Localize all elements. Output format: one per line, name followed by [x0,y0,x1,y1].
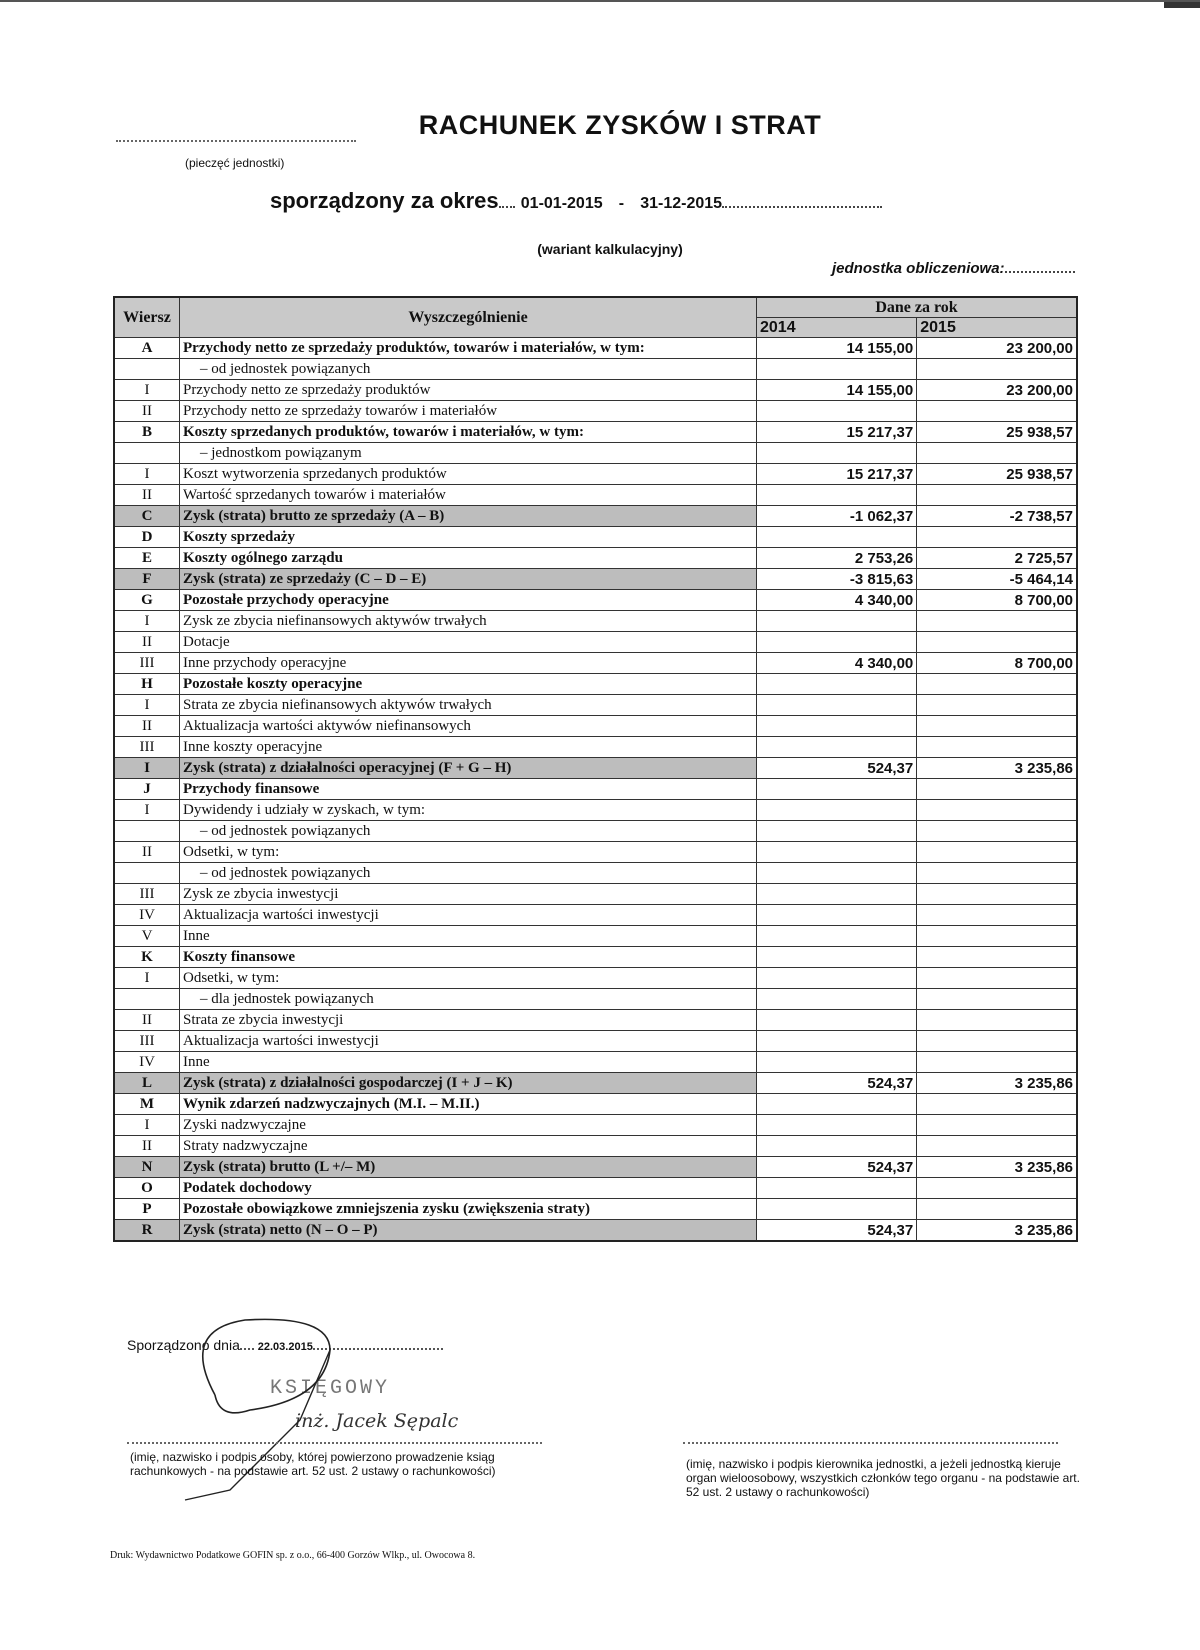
row-description: – dla jednostek powiązanych [180,989,757,1010]
row-description: Koszty ogólnego zarządu [180,548,757,569]
row-code: I [114,758,180,779]
row-code: I [114,611,180,632]
row-description: Dywidendy i udziały w zyskach, w tym: [180,800,757,821]
row-code: R [114,1220,180,1242]
row-code: J [114,779,180,800]
row-value-2014: 524,37 [757,1157,917,1178]
row-description: – od jednostek powiązanych [180,821,757,842]
row-value-2015: 8 700,00 [917,590,1077,611]
row-code: L [114,1073,180,1094]
col-header-data: Dane za rok [757,297,1078,318]
row-description: Dotacje [180,632,757,653]
stamp-label: (pieczęć jednostki) [185,156,285,170]
row-description: Przychody finansowe [180,779,757,800]
row-description: Zysk (strata) brutto (L +/– M) [180,1157,757,1178]
row-description: Pozostałe obowiązkowe zmniejszenia zysku (zwiększenia straty) [180,1199,757,1220]
handwritten-signature: inż. Jacek Sępalc [295,1410,459,1432]
unit-label: jednostka obliczeniowa: [832,260,1005,277]
row-code: A [114,338,180,359]
row-code: I [114,800,180,821]
print-footer: Druk: Wydawnictwo Podatkowe GOFIN sp. z o.o., 66-400 Gorzów Wlkp., ul. Owocowa 8. [110,1550,476,1561]
row-value-2015: 3 235,86 [917,1220,1077,1242]
row-value-2015: 3 235,86 [917,758,1077,779]
row-description: Koszty sprzedaży [180,527,757,548]
row-code: III [114,884,180,905]
row-code: F [114,569,180,590]
row-code: P [114,1199,180,1220]
row-description: Zysk ze zbycia niefinansowych aktywów trwałych [180,611,757,632]
row-code: II [114,1010,180,1031]
row-description: Wynik zdarzeń nadzwyczajnych (M.I. – M.II.) [180,1094,757,1115]
row-description: Zysk (strata) netto (N – O – P) [180,1220,757,1242]
col-header-year-2: 2015 [917,318,1077,338]
row-description: Zysk ze zbycia inwestycji [180,884,757,905]
row-code: I [114,968,180,989]
row-description: Zysk (strata) z działalności operacyjnej (F + G – H) [180,758,757,779]
document-title: RACHUNEK ZYSKÓW I STRAT [418,110,822,140]
row-code: II [114,401,180,422]
row-code: I [114,695,180,716]
row-description: Zysk (strata) brutto ze sprzedaży (A – B) [180,506,757,527]
row-value-2014: 14 155,00 [757,380,917,401]
accountant-caption: (imię, nazwisko i podpis osoby, której powierzono prowadzenie ksiąg rachunkowych - na podstawie art. 52 ust. 2 ustawy o rachunkowości) [130,1450,496,1478]
row-value-2014: -1 062,37 [757,506,917,527]
row-value-2014: 15 217,37 [757,422,917,443]
row-value-2014: 4 340,00 [757,590,917,611]
prepared-label: Sporządzono dnia [127,1337,240,1353]
row-description: Inne koszty operacyjne [180,737,757,758]
row-code: G [114,590,180,611]
row-description: Pozostałe koszty operacyjne [180,674,757,695]
row-description: Wartość sprzedanych towarów i materiałów [180,485,757,506]
variant-label: (wariant kalkulacyjny) [537,241,683,257]
period-to: 31-12-2015 [640,195,723,212]
row-code: III [114,737,180,758]
row-code: III [114,1031,180,1052]
row-code: I [114,1115,180,1136]
row-description: Odsetki, w tym: [180,968,757,989]
row-code: III [114,653,180,674]
row-value-2014: -3 815,63 [757,569,917,590]
row-value-2015: 3 235,86 [917,1073,1077,1094]
row-code: I [114,464,180,485]
row-value-2014: 14 155,00 [757,338,917,359]
row-code: V [114,926,180,947]
row-value-2014: 15 217,37 [757,464,917,485]
row-description: Koszty sprzedanych produktów, towarów i materiałów, w tym: [180,422,757,443]
row-description: Zysk (strata) z działalności gospodarczej (I + J – K) [180,1073,757,1094]
period-from: 01-01-2015 [520,195,603,212]
row-description: Inne [180,1052,757,1073]
col-header-wiersz: Wiersz [114,297,180,338]
row-description: Pozostałe przychody operacyjne [180,590,757,611]
row-description: Aktualizacja wartości aktywów niefinansowych [180,716,757,737]
period-separator: - [618,195,625,212]
row-code: IV [114,905,180,926]
row-description: Strata ze zbycia niefinansowych aktywów trwałych [180,695,757,716]
col-header-description: Wyszczególnienie [180,297,757,338]
row-value-2014: 524,37 [757,1073,917,1094]
row-code: H [114,674,180,695]
row-description: Aktualizacja wartości inwestycji [180,1031,757,1052]
row-code: II [114,632,180,653]
row-code: II [114,485,180,506]
row-code: II [114,842,180,863]
row-value-2014: 2 753,26 [757,548,917,569]
row-description: – jednostkom powiązanym [180,443,757,464]
row-description: Inne przychody operacyjne [180,653,757,674]
row-description: Zysk (strata) ze sprzedaży (C – D – E) [180,569,757,590]
row-description: Koszt wytworzenia sprzedanych produktów [180,464,757,485]
signature-loop [203,1319,330,1412]
row-description: Przychody netto ze sprzedaży towarów i materiałów [180,401,757,422]
row-description: Aktualizacja wartości inwestycji [180,905,757,926]
row-value-2014: 524,37 [757,758,917,779]
row-code: IV [114,1052,180,1073]
row-description: Zyski nadzwyczajne [180,1115,757,1136]
row-value-2015: -2 738,57 [917,506,1077,527]
row-value-2015: 2 725,57 [917,548,1077,569]
prepared-date: 22.03.2015 [257,1341,313,1353]
row-description: Koszty finansowe [180,947,757,968]
row-code: N [114,1157,180,1178]
row-value-2015: 8 700,00 [917,653,1077,674]
manager-caption: (imię, nazwisko i podpis kierownika jednostki, a jeżeli jednostką kieruje organ wieloosobowy, wszystkich członków tego organu - na podstawie art. 52 ust. 2 ustawy o rachunkowości) [686,1457,1080,1499]
row-value-2015: 3 235,86 [917,1157,1077,1178]
row-description: – od jednostek powiązanych [180,863,757,884]
row-value-2015: 23 200,00 [917,338,1077,359]
row-description: Przychody netto ze sprzedaży produktów [180,380,757,401]
period-prefix: sporządzony za okres [270,188,499,213]
row-code: II [114,1136,180,1157]
row-description: Podatek dochodowy [180,1178,757,1199]
row-value-2015: 23 200,00 [917,380,1077,401]
right-signature-line [683,1442,1058,1444]
row-description: Straty nadzwyczajne [180,1136,757,1157]
row-value-2015: 25 938,57 [917,464,1077,485]
row-code: C [114,506,180,527]
row-description: Odsetki, w tym: [180,842,757,863]
col-header-year-1: 2014 [757,318,917,338]
row-value-2015: 25 938,57 [917,422,1077,443]
row-code: K [114,947,180,968]
left-signature-line [127,1442,542,1444]
row-code: B [114,422,180,443]
row-code: O [114,1178,180,1199]
row-description: Inne [180,926,757,947]
row-description: Strata ze zbycia inwestycji [180,1010,757,1031]
row-value-2014: 524,37 [757,1220,917,1242]
row-code: I [114,380,180,401]
row-code: II [114,716,180,737]
row-code: M [114,1094,180,1115]
accountant-stamp: KSIĘGOWY [270,1377,391,1400]
row-value-2015: -5 464,14 [917,569,1077,590]
row-description: – od jednostek powiązanych [180,359,757,380]
row-value-2014: 4 340,00 [757,653,917,674]
row-code: D [114,527,180,548]
row-code: E [114,548,180,569]
row-description: Przychody netto ze sprzedaży produktów, towarów i materiałów, w tym: [180,338,757,359]
